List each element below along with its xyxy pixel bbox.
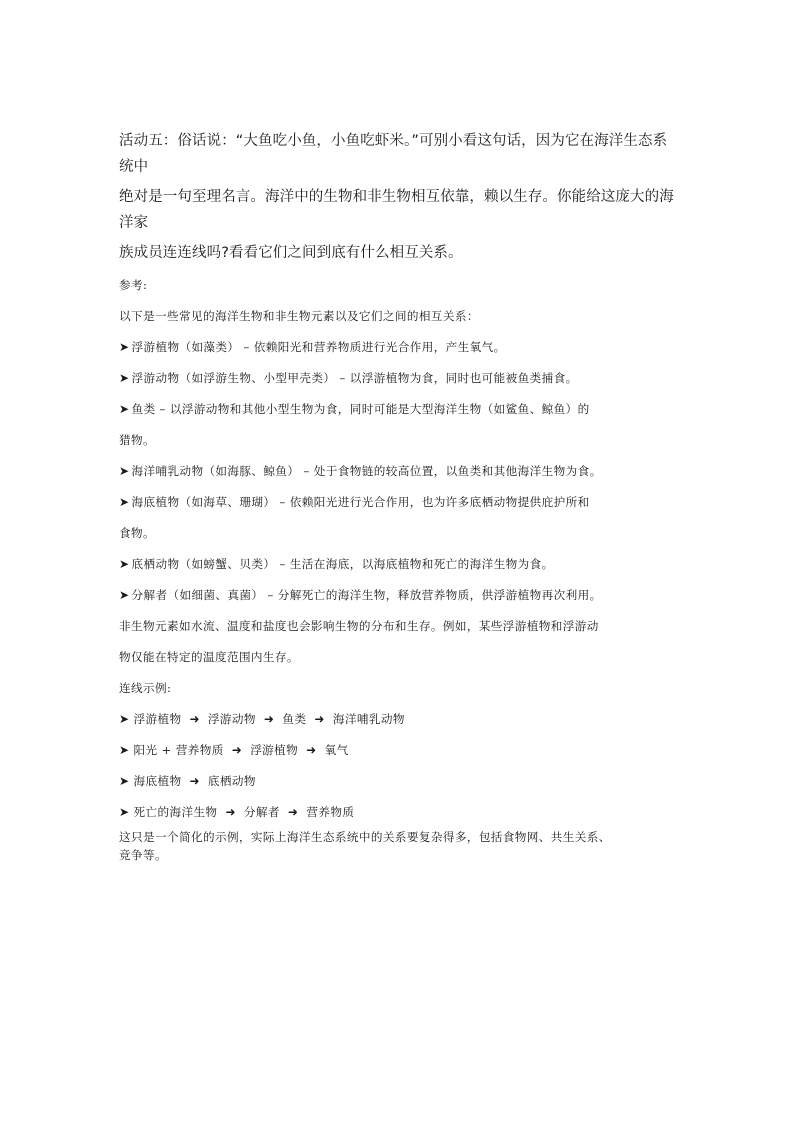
bullet-arrow-icon: ➤ xyxy=(119,464,130,478)
chain-node: 鱼类 xyxy=(282,712,307,726)
chain-example xyxy=(119,766,677,797)
example-label: 连线示例: xyxy=(119,681,172,695)
intro-line: 活动五：俗话说：“大鱼吃小鱼，小鱼吃虾米。”可别小看这句话，因为它在海洋生态系统中 xyxy=(119,133,668,175)
chain-example xyxy=(119,735,677,766)
relationship-item xyxy=(119,580,677,611)
bullet-arrow-icon: ➤ xyxy=(119,774,130,788)
relationship-item-continuation: 猎物。 xyxy=(119,433,155,447)
intro-line: 绝对是一句至理名言。海洋中的生物和非生物相互依靠，赖以生存。你能给这庞大的海洋家 xyxy=(119,189,674,231)
chain-node: 浮游动物 xyxy=(207,712,256,726)
bullet-arrow-icon: ➤ xyxy=(119,743,130,757)
right-arrow-icon: ➜ xyxy=(263,712,275,726)
relationship-item xyxy=(119,456,677,487)
intro-line: 族成员连连线吗?看看它们之间到底有什么相互关系。 xyxy=(119,245,463,261)
closing-note xyxy=(119,828,677,864)
document-content xyxy=(119,128,677,864)
relationship-item xyxy=(119,487,677,518)
abiotic-text: 物仅能在特定的温度范围内生存。 xyxy=(119,650,299,664)
bullet-arrow-icon: ➤ xyxy=(119,588,130,602)
bullet-arrow-icon: ➤ xyxy=(119,340,130,354)
chain-node: 阳光 + 营养物质 xyxy=(133,743,224,757)
chain-node: 浮游植物 xyxy=(133,712,182,726)
bullet-arrow-icon: ➤ xyxy=(119,712,130,726)
right-arrow-icon: ➜ xyxy=(287,805,299,819)
overview-text: 以下是一些常见的海洋生物和非生物元素以及它们之间的相互关系： xyxy=(119,309,479,323)
chain-example xyxy=(119,797,677,828)
closing-text: 竞争等。 xyxy=(119,848,167,862)
relationship-item xyxy=(119,549,677,580)
reference-label: 参考: xyxy=(119,278,148,292)
relationship-item-text: 浮游动物（如浮游生物、小型甲壳类） – 以浮游植物为食，同时也可能被鱼类捕食。 xyxy=(131,371,578,385)
right-arrow-icon: ➜ xyxy=(225,805,236,819)
relationship-list xyxy=(119,332,677,611)
relationship-item-continuation: 食物。 xyxy=(119,526,155,540)
right-arrow-icon: ➜ xyxy=(314,712,325,726)
relationship-item-text: 海洋哺乳动物（如海豚、鲸鱼） – 处于食物链的较高位置，以鱼类和其他海洋生物为食。 xyxy=(131,464,602,478)
bullet-arrow-icon: ➤ xyxy=(119,805,130,819)
chain-node: 底栖动物 xyxy=(207,774,256,788)
chain-node: 营养物质 xyxy=(306,805,355,819)
relationship-item-text: 分解者（如细菌、真菌） – 分解死亡的海洋生物，释放营养物质，供浮游植物再次利用。 xyxy=(131,588,602,602)
closing-text: 这只是一个简化的示例，实际上海洋生态系统中的关系要复杂得多，包括食物网、共生关系、 xyxy=(119,830,611,844)
relationship-item-text: 鱼类 – 以浮游动物和其他小型生物为食，同时可能是大型海洋生物（如鲨鱼、鲸鱼）的 xyxy=(131,402,590,416)
chain-node: 分解者 xyxy=(243,805,280,819)
bullet-arrow-icon: ➤ xyxy=(119,557,130,571)
right-arrow-icon: ➜ xyxy=(189,774,200,788)
chain-node: 海洋哺乳动物 xyxy=(332,712,405,726)
right-arrow-icon: ➜ xyxy=(189,712,200,726)
bullet-arrow-icon: ➤ xyxy=(119,371,130,385)
relationship-item xyxy=(119,332,677,363)
chain-node: 浮游植物 xyxy=(250,743,299,757)
relationship-item xyxy=(119,394,677,425)
relationship-item xyxy=(119,363,677,394)
bullet-arrow-icon: ➤ xyxy=(119,402,130,416)
chain-node: 海底植物 xyxy=(133,774,182,788)
bullet-arrow-icon: ➤ xyxy=(119,495,130,509)
relationship-item-text: 海底植物（如海草、珊瑚） – 依赖阳光进行光合作用，也为许多底栖动物提供庇护所和 xyxy=(131,495,590,509)
connection-examples xyxy=(119,704,677,828)
activity-intro xyxy=(119,128,677,266)
chain-example xyxy=(119,704,677,735)
right-arrow-icon: ➜ xyxy=(306,743,317,757)
right-arrow-icon: ➜ xyxy=(231,743,243,757)
abiotic-text: 非生物元素如水流、温度和盐度也会影响生物的分布和生存。例如，某些浮游植物和浮游动 xyxy=(119,619,599,633)
chain-node: 死亡的海洋生物 xyxy=(133,805,218,819)
chain-node: 氧气 xyxy=(324,743,349,757)
relationship-item-text: 浮游植物（如藻类） – 依赖阳光和营养物质进行光合作用，产生氧气。 xyxy=(131,340,506,354)
relationship-item-text: 底栖动物（如螃蟹、贝类） – 生活在海底，以海底植物和死亡的海洋生物为食。 xyxy=(131,557,554,571)
